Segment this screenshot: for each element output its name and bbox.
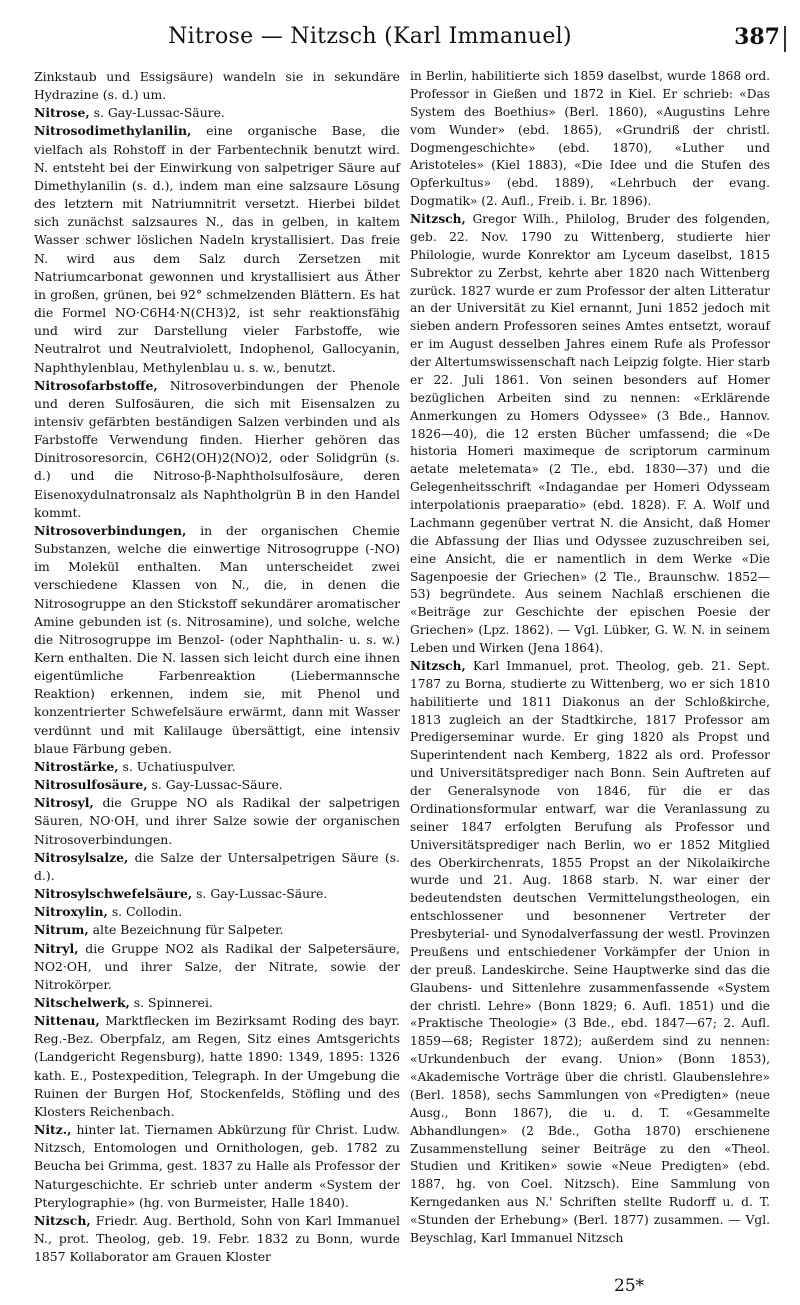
- dictionary-entry: [34, 377, 400, 522]
- page-header: [30, 22, 790, 58]
- entry-headword: Nitrosylschwefelsäure,: [34, 886, 193, 902]
- entry-text: Nitrosoverbindungen der Phenole und deren Sulfosäuren, die sich mit Eisensalzen zu intensiv gefärbten beständigen Salzen verbinden und als Farbstoffe Verwendung finden. Hierher gehören das Dinitrosoresorcin, C6H2(OH)2(NO)2, oder Solidgrün (s. d.) und die Nitroso-β-Naphtholsulfosäure, deren Eisenoxydulnatronsalz als Naphtholgrün B in den Handel kommt.: [34, 377, 400, 520]
- signature-mark: 25*: [614, 1276, 645, 1296]
- entry-headword: Nitz.,: [34, 1122, 72, 1138]
- entry-text: hinter lat. Tiernamen Abkürzung für Christ. Ludw. Nitzsch, Entomologen und Ornithologen, geb. 1782 zu Beucha bei Grimma, gest. 1837 zu Halle als Professor der Naturgeschichte. Er schrieb unter anderm «System der Pterylographie» (hg. von Burmeister, Halle 1840).: [34, 1122, 400, 1210]
- entry-headword: Nitrosofarbstoffe,: [34, 377, 158, 393]
- dictionary-entry: [34, 1121, 400, 1212]
- entry-text: in der organischen Chemie Substanzen, welche die einwertige Nitrosogruppe (-NO) im Molekül enthalten. Man unterscheidet zwei verschiedene Klassen von N., die, in denen die Nitrosogruppe an den Stickstoff sekundärer aromatischer Amine gebunden ist (s. Nitrosamine), und solche, welche die Nitrosogruppe im Benzol- (oder Naphthalin- u. s. w.) Kern enthalten. Die N. lassen sich leicht durch eine ihnen eigentümliche Farbenreaktion (Liebermannsche Reaktion) erkennen, indem sie, mit Phenol und konzentrierter Schwefelsäure erwärmt, dann mit Wasser verdünnt und mit Kalilauge übersättigt, eine intensiv blaue Färbung geben.: [34, 522, 400, 756]
- entry-headword: Nitrose,: [34, 105, 90, 121]
- entry-headword: Nitzsch,: [410, 212, 466, 226]
- entry-text: Gregor Wilh., Philolog, Bruder des folgenden, geb. 22. Nov. 1790 zu Wittenberg, studierte hier Philologie, wurde Konrektor am Lyceum daselbst, 1815 Subrektor zu Zerbst, kehrte aber 1820 nach Wittenberg zurück. 1827 wurde er zum Professor der alten Litteratur an der Universität zu Kiel ernannt, Juni 1852 jedoch mit sieben andern Professoren seines Amtes entsetzt, worauf er im August desselben Jahres einem Rufe als Professor der Altertumswissenschaft nach Leipzig folgte. Hier starb er 22. Juli 1861. Von seinen besonders auf Homer bezüglichen Arbeiten sind zu nennen: «Erklärende Anmerkungen zu Homers Odyssee» (3 Bde., Hannov. 1826—40), die 12 ersten Bücher umfassend; die «De historia Homeri maximeque de scriptorum carminum aetate meletemata» (2 Tle., ebd. 1830—37) und die Gelegenheitsschrift «Indagandae per Homeri Odysseam interpolationis praeparatio» (ebd. 1828). F. A. Wolf und Lachmann gegenüber vertrat N. die Ansicht, daß Homer die Abfassung der Ilias und Odyssee zuzuschreiben sei, eine Ansicht, die er namentlich in dem Werke «Die Sagenpoesie der Griechen» (2 Tle., Braunschw. 1852—53) begründete. Aus seinem Nachlaß erschienen die «Beiträge zur Geschichte der epischen Poesie der Griechen» (Lpz. 1862). — Vgl. Lübker, G. W. N. in seinem Leben und Wirken (Jena 1864).: [410, 212, 770, 655]
- dictionary-entry: [34, 849, 400, 885]
- dictionary-entry: [34, 758, 400, 776]
- left-column: [34, 68, 400, 1266]
- entry-headword: Nitrosylsalze,: [34, 849, 129, 865]
- entry-headword: Nitschelwerk,: [34, 994, 130, 1010]
- entry-text: die Gruppe NO2 als Radikal der Salpetersäure, NO2·OH, und ihrer Salze, der Nitrate, sowie der Nitrokörper.: [34, 940, 400, 992]
- dictionary-entry: [410, 658, 770, 1248]
- dictionary-entry: [34, 921, 400, 939]
- entry-text: s. Collodin.: [107, 904, 183, 920]
- entry-text: in Berlin, habilitierte sich 1859 daselbst, wurde 1868 ord. Professor in Gießen und 1872 in Kiel. Er schrieb: «Das System des Boethius» (Berl. 1860), «Augustins Lehre vom Wunder» (ebd. 1865), «Grundriß der christl. Dogmengeschichte» (ebd. 1870), «Luther und Aristoteles» (Kiel 1883), «Die Idee und die Stufen des Opferkultus» (ebd. 1889), «Lehrbuch der evang. Dogmatik» (2. Aufl., Freib. i. Br. 1896).: [410, 69, 770, 209]
- entry-text: eine organische Base, die vielfach als Rohstoff in der Farbentechnik benutzt wird. N. entsteht bei der Einwirkung von salpetriger Säure auf Dimethylanilin (s. d.), indem man eine salzsaure Lösung des letztern mit Natriumnitrit versetzt. Hierbei bildet sich zunächst salzsaures N., das in gelben, in kaltem Wasser schwer löslichen Nadeln krystallisiert. Das freie N. wird aus dem Salz durch Zersetzen mit Natriumcarbonat gewonnen und krystallisiert aus Äther in großen, grünen, bei 92° schmelzenden Blättern. Es hat die Formel NO·C6H4·N(CH3)2, ist sehr reaktionsfähig und wird zur Darstellung vieler Farbstoffe, wie Neutralrot und Neutralviolett, Indophenol, Gallocyanin, Naphthylenblau, Methylenblau u. s. w., benutzt.: [34, 123, 400, 375]
- entry-text: alte Bezeichnung für Salpeter.: [88, 922, 284, 938]
- entry-text: s. Gay-Lussac-Säure.: [192, 886, 328, 902]
- dictionary-entry: [34, 104, 400, 122]
- page-number: 387: [734, 24, 780, 50]
- entry-text: Friedr. Aug. Berthold, Sohn von Karl Immanuel N., prot. Theolog, geb. 19. Febr. 1832 zu Bonn, wurde 1857 Kollaborator am Grauen Kloster: [34, 1212, 400, 1265]
- dictionary-entry: [410, 211, 770, 658]
- right-column: [410, 68, 770, 1248]
- dictionary-entry: [34, 522, 400, 758]
- entry-headword: Nitrosodimethylanilin,: [34, 123, 192, 139]
- dictionary-entry: [34, 794, 400, 848]
- dictionary-entry: [34, 994, 400, 1012]
- entry-text: Zinkstaub und Essigsäure) wandeln sie in sekundäre Hydrazine (s. d.) um.: [34, 69, 400, 103]
- dictionary-entry: [34, 903, 400, 921]
- entry-text: s. Spinnerei.: [129, 994, 213, 1010]
- entry-text: die Salze der Untersalpetrigen Säure (s. d.).: [34, 849, 400, 883]
- entry-headword: Nitrosulfosäure,: [34, 777, 148, 793]
- entry-text: die Gruppe NO als Radikal der salpetrigen Säuren, NO·OH, und ihrer Salze sowie der organischen Nitrosoverbindungen.: [34, 795, 400, 847]
- entry-headword: Nitrostärke,: [34, 758, 119, 774]
- entry-headword: Nitrosyl,: [34, 795, 94, 811]
- entry-text: s. Uchatiuspulver.: [118, 758, 236, 774]
- running-title: Nitrose — Nitzsch (Karl Immanuel): [168, 24, 572, 49]
- entry-text: s. Gay-Lussac-Säure.: [89, 105, 225, 121]
- entry-headword: Nitroxylin,: [34, 904, 108, 920]
- dictionary-entry: [34, 1212, 400, 1266]
- dictionary-entry: [34, 122, 400, 376]
- entry-headword: Nitryl,: [34, 940, 79, 956]
- header-rule: [784, 26, 786, 52]
- entry-headword: Nitzsch,: [410, 658, 466, 673]
- dictionary-entry: [34, 885, 400, 903]
- entry-text: s. Gay-Lussac-Säure.: [147, 777, 283, 793]
- entry-text: Karl Immanuel, prot. Theolog, geb. 21. Sept. 1787 zu Borna, studierte zu Wittenberg, wo er sich 1810 habilitierte und 1811 Diakonus an der Schloßkirche, 1813 zugleich an der Stadtkirche, 1817 Professor am Predigerseminar wurde. Er ging 1820 als Propst und Superintendent nach Kemberg, 1822 als ord. Professor und Universitätsprediger nach Bonn. Sein Auftreten auf der Generalsynode von 1846, für die er das Ordinationsformular entwarf, war die Veranlassung zu seiner 1847 erfolgten Berufung als Professor und Universitätsprediger nach Berlin, wo er 1852 Mitglied des Oberkirchenrats, 1855 Propst an der Nikolaikirche wurde und 21. Aug. 1868 starb. N. war einer der bedeutendsten deutschen Vermittelungstheologen, ein entschlossener und besonnener Vertreter der Presbyterial- und Synodalverfassung der westl. Provinzen Preußens und entschiedener Vorkämpfer der Union in der preuß. Landeskirche. Seine Hauptwerke sind das die Glaubens- und Sittenlehre zusammenfassende «System der christl. Lehre» (Bonn 1829; 6. Aufl. 1851) und die «Praktische Theologie» (3 Bde., ebd. 1847—67; 2. Aufl. 1859—68; Register 1872); außerdem sind zu nennen: «Urkundenbuch der evang. Union» (Bonn 1853), «Akademische Vorträge über die christl. Glaubenslehre» (Berl. 1858), sechs Sammlungen von «Predigten» (neue Ausg., Bonn 1867), die u. d. T. «Gesammelte Abhandlungen» (2 Bde., Gotha 1870) erschienene Zusammenstellung seiner Beiträge zu den «Theol. Studien und Kritiken» sowie «Neue Predigten» (ebd. 1887, hg. von Coel. Nitzsch). Eine Sammlung von Kerngedanken aus N.' Schriften stellte Rudorff u. d. T. «Stunden der Erhebung» (Berl. 1877) zusammen. — Vgl. Beyschlag, Karl Immanuel Nitzsch: [410, 658, 770, 1245]
- entry-headword: Nittenau,: [34, 1013, 100, 1029]
- dictionary-entry: [410, 68, 770, 211]
- dictionary-entry: [34, 776, 400, 794]
- dictionary-entry: [34, 68, 400, 104]
- entry-text: Marktflecken im Bezirksamt Roding des bayr. Reg.-Bez. Oberpfalz, am Regen, Sitz eines Amtsgerichts (Landgericht Regensburg), hatte 1890: 1349, 1895: 1326 kath. E., Postexpedition, Telegraph. In der Umgebung die Ruinen der Burgen Hof, Stockenfelds, Stöfling und des Klosters Reichenbach.: [34, 1013, 400, 1119]
- entry-headword: Nitzsch,: [34, 1212, 91, 1228]
- entry-headword: Nitrosoverbindungen,: [34, 522, 187, 538]
- dictionary-entry: [34, 1012, 400, 1121]
- entry-headword: Nitrum,: [34, 922, 89, 938]
- dictionary-entry: [34, 940, 400, 994]
